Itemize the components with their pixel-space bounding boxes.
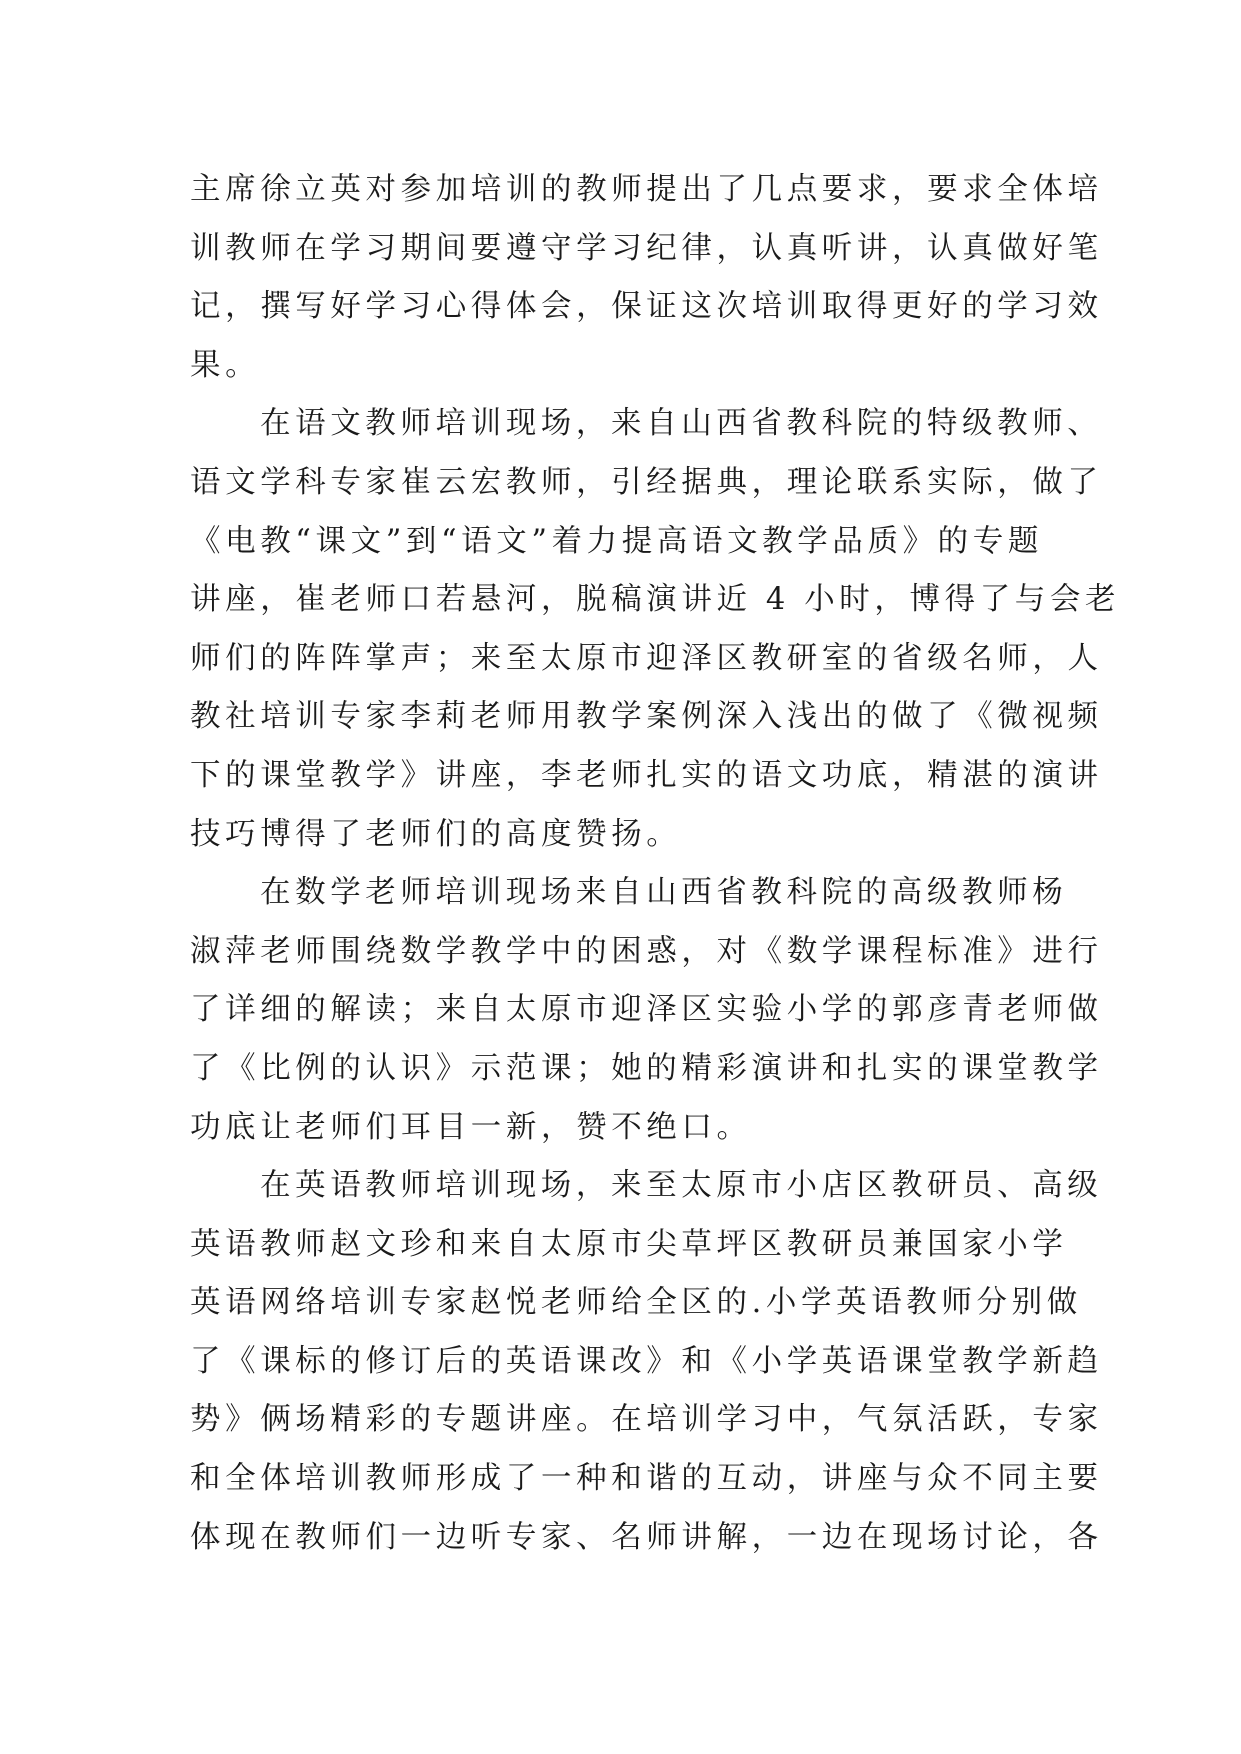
body-text [190,161,1121,1567]
text-line: 英语教师赵文珍和来自太原市尖草坪区教研员兼国家小学 [190,1226,1068,1262]
text-line: 《电教“课文”到“语文”着力提高语文教学品质》的专题 [190,523,1043,559]
text-line: 了《课标的修订后的英语课改》和《小学英语课堂教学新趋 [190,1343,1103,1379]
text-line: 了详细的解读；来自太原市迎泽区实验小学的郭彦青老师做 [190,992,1103,1028]
text-line: 体现在教师们一边听专家、名师讲解，一边在现场讨论，各 [190,1519,1103,1555]
text-line: 教社培训专家李莉老师用教学案例深入浅出的做了《微视频 [190,699,1103,735]
text-line: 英语网络培训专家赵悦老师给全区的.小学英语教师分别做 [190,1285,1082,1321]
paragraph-first-line: 在英语教师培训现场，来至太原市小店区教研员、高级 [260,1168,1103,1204]
text-line: 技巧博得了老师们的高度赞扬。 [190,816,682,852]
text-line: 讲座，崔老师口若悬河，脱稿演讲近 4 小时，博得了与会老 [190,582,1121,618]
text-line: 势》俩场精彩的专题讲座。在培训学习中，气氛活跃，专家 [190,1402,1103,1438]
paragraph-first-line: 在数学老师培训现场来自山西省教科院的高级教师杨 [260,875,1068,911]
paragraph-first-line: 在语文教师培训现场，来自山西省教科院的特级教师、 [260,406,1103,442]
text-line: 了《比例的认识》示范课；她的精彩演讲和扎实的课堂教学 [190,1050,1103,1086]
text-line: 记，撰写好学习心得体会，保证这次培训取得更好的学习效 [190,289,1103,325]
text-line: 下的课堂教学》讲座，李老师扎实的语文功底，精湛的演讲 [190,757,1103,793]
text-line: 主席徐立英对参加培训的教师提出了几点要求，要求全体培 [190,172,1103,207]
text-line: 师们的阵阵掌声；来至太原市迎泽区教研室的省级名师，人 [190,640,1103,676]
text-line: 淑萍老师围绕数学教学中的困惑，对《数学课程标准》进行 [190,933,1103,969]
text-line: 功底让老师们耳目一新，赞不绝口。 [190,1109,752,1145]
text-line: 训教师在学习期间要遵守学习纪律，认真听讲，认真做好笔 [190,230,1103,266]
text-line: 和全体培训教师形成了一种和谐的互动，讲座与众不同主要 [190,1461,1103,1497]
text-line: 果。 [190,347,261,383]
text-line: 语文学科专家崔云宏教师，引经据典，理论联系实际，做了 [190,464,1103,500]
